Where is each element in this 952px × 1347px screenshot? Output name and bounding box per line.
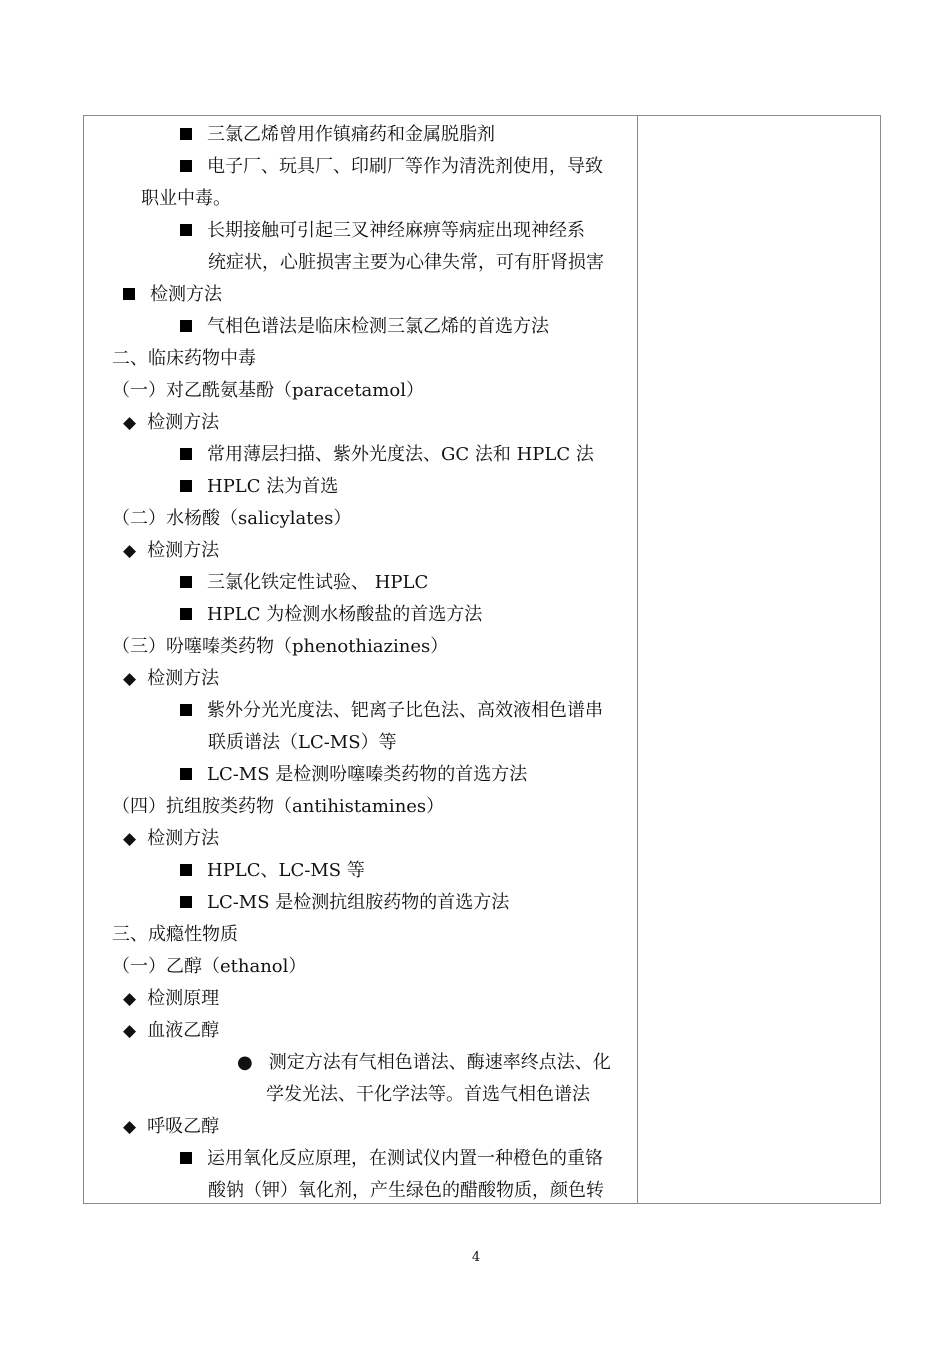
line-text: 气相色谱法是临床检测三氯乙烯的首选方法	[207, 316, 549, 337]
line-text: 检测方法	[147, 540, 220, 561]
section-heading	[112, 349, 256, 369]
line-text: 三氯化铁定性试验、 HPLC	[207, 572, 429, 593]
diamond-bullet-icon: ◆	[123, 669, 137, 689]
bullet-item	[180, 125, 495, 145]
section-heading	[112, 925, 238, 945]
diamond-bullet-icon: ◆	[123, 829, 137, 849]
line-text: 三、成瘾性物质	[112, 924, 238, 945]
line-text: LC-MS 是检测吩噻嗪类药物的首选方法	[207, 764, 528, 785]
line-text: 呼吸乙醇	[147, 1116, 220, 1137]
line-text: 检测方法	[150, 284, 222, 305]
bullet-item	[180, 477, 338, 497]
square-bullet-icon	[180, 128, 192, 140]
line-text: HPLC 法为首选	[207, 476, 339, 497]
line-text: （三）吩噻嗪类药物（phenothiazines）	[112, 636, 449, 657]
subheading	[123, 1117, 219, 1137]
line-text: 检测方法	[147, 668, 220, 689]
topic-heading	[112, 509, 351, 529]
square-bullet-icon	[180, 864, 192, 876]
line-text: HPLC、LC-MS 等	[207, 860, 365, 881]
diamond-bullet-icon: ◆	[123, 413, 137, 433]
line-text: （四）抗组胺类药物（antihistamines）	[112, 796, 445, 817]
bullet-item	[180, 445, 594, 465]
bullet-item	[180, 317, 549, 337]
bullet-item	[180, 605, 482, 625]
square-bullet-icon	[123, 288, 135, 300]
subheading	[123, 1021, 219, 1041]
square-bullet-icon	[180, 768, 192, 780]
topic-heading	[112, 957, 306, 977]
square-bullet-icon	[180, 224, 192, 236]
line-text: 电子厂、玩具厂、印刷厂等作为清洗剂使用，导致	[207, 156, 603, 177]
line-text: 检测方法	[147, 828, 220, 849]
bullet-item	[237, 1053, 611, 1073]
line-text: 测定方法有气相色谱法、酶速率终点法、化	[268, 1052, 611, 1073]
bullet-item	[180, 157, 603, 177]
round-bullet-icon: ●	[237, 1052, 253, 1073]
square-bullet-icon	[180, 160, 192, 172]
bullet-item	[180, 701, 603, 721]
diamond-bullet-icon: ◆	[123, 989, 137, 1009]
line-text: 三氯乙烯曾用作镇痛药和金属脱脂剂	[207, 124, 495, 145]
line-text: 学发光法、干化学法等。首选气相色谱法	[266, 1084, 590, 1105]
bullet-item	[180, 1149, 603, 1169]
topic-heading	[112, 637, 448, 657]
diamond-bullet-icon: ◆	[123, 1117, 137, 1137]
bullet-item	[180, 221, 585, 241]
topic-heading	[112, 381, 424, 401]
subheading	[123, 989, 219, 1009]
subheading	[123, 285, 222, 305]
square-bullet-icon	[180, 448, 192, 460]
line-text: 长期接触可引起三叉神经麻痹等病症出现神经系	[207, 220, 585, 241]
square-bullet-icon	[180, 576, 192, 588]
subheading	[123, 669, 219, 689]
bullet-item	[180, 573, 428, 593]
subheading	[123, 829, 219, 849]
continuation-line	[208, 1181, 604, 1201]
bullet-item	[180, 765, 527, 785]
bullet-item	[180, 861, 365, 881]
line-text: 统症状，心脏损害主要为心律失常，可有肝肾损害	[208, 252, 604, 273]
line-text: （二）水杨酸（salicylates）	[112, 508, 352, 529]
line-text: 二、临床药物中毒	[112, 348, 256, 369]
line-text: 检测原理	[147, 988, 220, 1009]
line-text: 常用薄层扫描、紫外光度法、GC 法和 HPLC 法	[207, 444, 594, 465]
line-text: 紫外分光光度法、钯离子比色法、高效液相色谱串	[207, 700, 603, 721]
subheading	[123, 413, 219, 433]
line-text: 职业中毒。	[141, 188, 231, 209]
bullet-item	[180, 893, 509, 913]
table-column-divider	[637, 115, 638, 1204]
line-text: （一）乙醇（ethanol）	[112, 956, 307, 977]
line-text: 检测方法	[147, 412, 220, 433]
diamond-bullet-icon: ◆	[123, 541, 137, 561]
continuation-line	[208, 733, 397, 753]
line-text: 联质谱法（LC-MS）等	[208, 732, 397, 753]
line-text: 血液乙醇	[147, 1020, 220, 1041]
square-bullet-icon	[180, 1152, 192, 1164]
square-bullet-icon	[180, 704, 192, 716]
square-bullet-icon	[180, 896, 192, 908]
continuation-line	[208, 253, 604, 273]
line-text: （一）对乙酰氨基酚（paracetamol）	[112, 380, 424, 401]
line-text: HPLC 为检测水杨酸盐的首选方法	[207, 604, 483, 625]
continuation-line	[266, 1085, 590, 1105]
square-bullet-icon	[180, 608, 192, 620]
subheading	[123, 541, 219, 561]
diamond-bullet-icon: ◆	[123, 1021, 137, 1041]
square-bullet-icon	[180, 320, 192, 332]
square-bullet-icon	[180, 480, 192, 492]
page-number: 4	[471, 1250, 481, 1265]
topic-heading	[112, 797, 444, 817]
continuation-line	[141, 189, 231, 209]
line-text: 酸钠（钾）氧化剂，产生绿色的醋酸物质，颜色转	[208, 1180, 604, 1201]
line-text: 运用氧化反应原理，在测试仪内置一种橙色的重铬	[207, 1148, 603, 1169]
line-text: LC-MS 是检测抗组胺药物的首选方法	[207, 892, 510, 913]
